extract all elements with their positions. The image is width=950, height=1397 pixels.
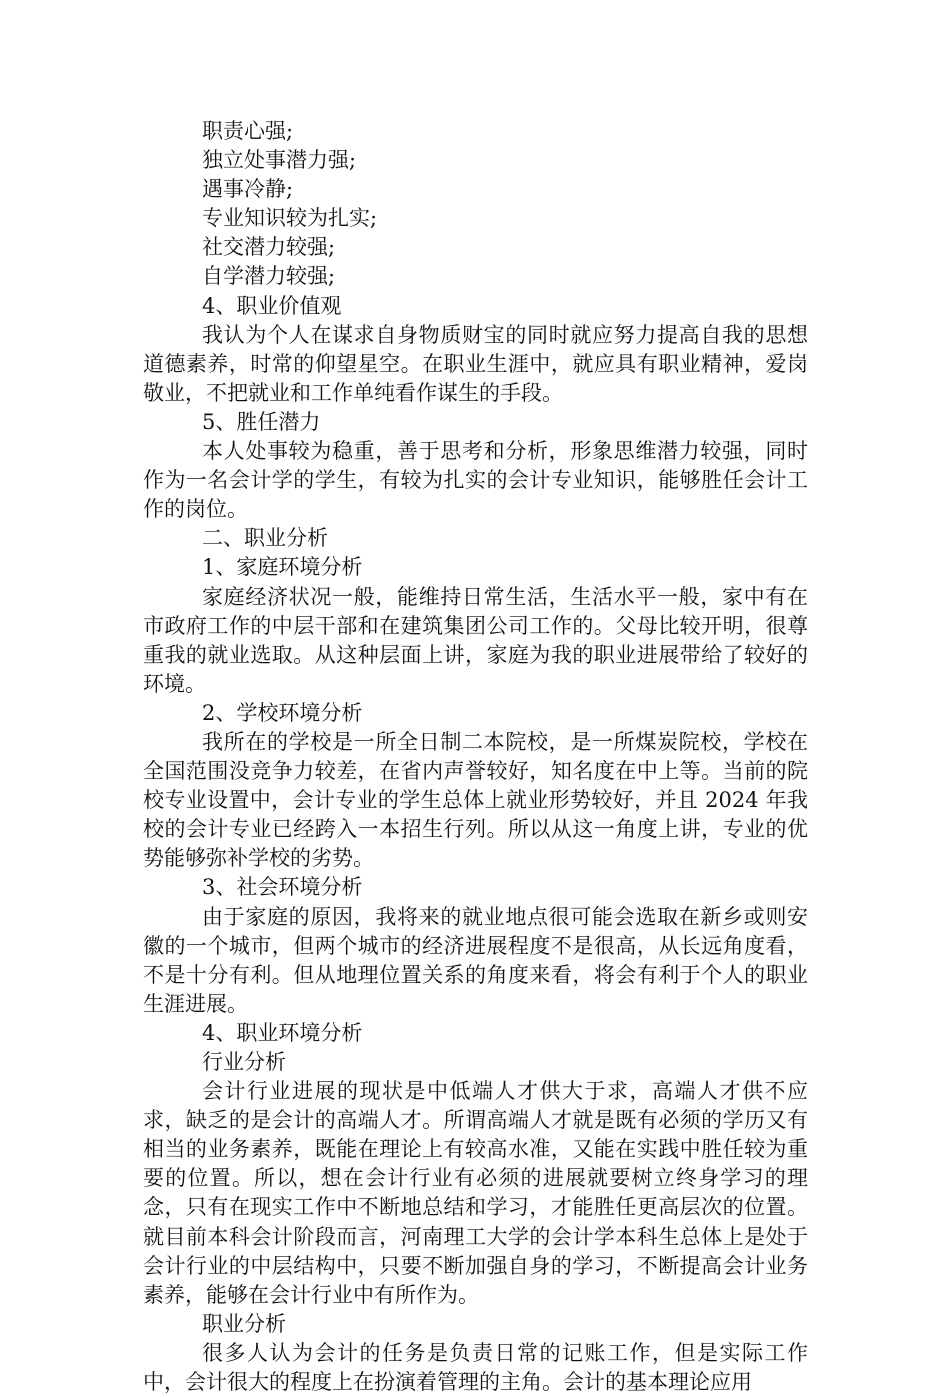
heading-career-environment: 4、职业环境分析 bbox=[202, 1020, 363, 1045]
document-page bbox=[143, 117, 808, 1397]
paragraph-family-environment: 家庭经济状况一般，能维持日常生活，生活水平一般，家中有在市政府工作的中层干部和在建筑集团公司工作的。父母比较开明，很尊重我的就业选取。从这种层面上讲，家庭为我的职业进展带给了较好的环境。 bbox=[143, 584, 808, 696]
trait-line-2: 独立处事潜力强; bbox=[202, 148, 357, 173]
heading-industry-analysis: 行业分析 bbox=[202, 1050, 286, 1074]
paragraph-school-environment: 我所在的学校是一所全日制二本院校，是一所煤炭院校，学校在全国范围没竞争力较差，在省内声誉较好，知名度在中上等。当前的院校专业设置中，会计专业的学生总体上就业形势较好，并且 2024 年我校的会计专业已经跨入一本招生行列。所以从这一角度上讲，专业的优势能够弥补学校的劣势。 bbox=[143, 729, 808, 871]
trait-line-3: 遇事冷静; bbox=[202, 177, 294, 202]
trait-line-1: 职责心强; bbox=[202, 119, 294, 143]
heading-career-values: 4、职业价值观 bbox=[202, 293, 342, 318]
heading-social-environment: 3、社会环境分析 bbox=[202, 875, 363, 900]
paragraph-job-analysis: 很多人认为会计的任务是负责日常的记账工作，但是实际工作中，会计很大的程度上在扮演着管理的主角。会计的基本理论应用 bbox=[143, 1340, 808, 1395]
trait-line-6: 自学潜力较强; bbox=[202, 264, 336, 289]
trait-line-4: 专业知识较为扎实; bbox=[202, 206, 378, 231]
paragraph-career-values: 我认为个人在谋求自身物质财宝的同时就应努力提高自我的思想道德素养，时常的仰望星空。在职业生涯中，就应具有职业精神，爱岗敬业，不把就业和工作单纯看作谋生的手段。 bbox=[143, 322, 808, 405]
heading-competence: 5、胜任潜力 bbox=[202, 409, 321, 434]
heading-school-environment: 2、学校环境分析 bbox=[202, 700, 363, 725]
trait-line-5: 社交潜力较强; bbox=[202, 235, 336, 260]
paragraph-industry-analysis: 会计行业进展的现状是中低端人才供大于求，高端人才供不应求，缺乏的是会计的高端人才。所谓高端人才就是既有必须的学历又有相当的业务素养，既能在理论上有较高水准，又能在实践中胜任较为重要的位置。所以，想在会计行业有必须的进展就要树立终身学习的理念，只有在现实工作中不断地总结和学习，才能胜任更高层次的位置。就目前本科会计阶段而言，河南理工大学的会计学本科生总体上是处于会计行业的中层结构中，只要不断加强自身的学习，不断提高会计业务素养，能够在会计行业中有所作为。 bbox=[143, 1079, 808, 1307]
paragraph-competence: 本人处事较为稳重，善于思考和分析，形象思维潜力较强，同时作为一名会计学的学生，有较为扎实的会计专业知识，能够胜任会计工作的岗位。 bbox=[143, 439, 808, 522]
paragraph-social-environment: 由于家庭的原因，我将来的就业地点很可能会选取在新乡或则安徽的一个城市，但两个城市的经济进展程度不是很高，从长远角度看，不是十分有利。但从地理位置关系的角度来看，将会有利于个人的职业生涯进展。 bbox=[143, 904, 808, 1016]
heading-family-environment: 1、家庭环境分析 bbox=[202, 555, 363, 580]
heading-career-analysis: 二、职业分析 bbox=[202, 526, 328, 551]
heading-job-analysis: 职业分析 bbox=[202, 1311, 286, 1336]
